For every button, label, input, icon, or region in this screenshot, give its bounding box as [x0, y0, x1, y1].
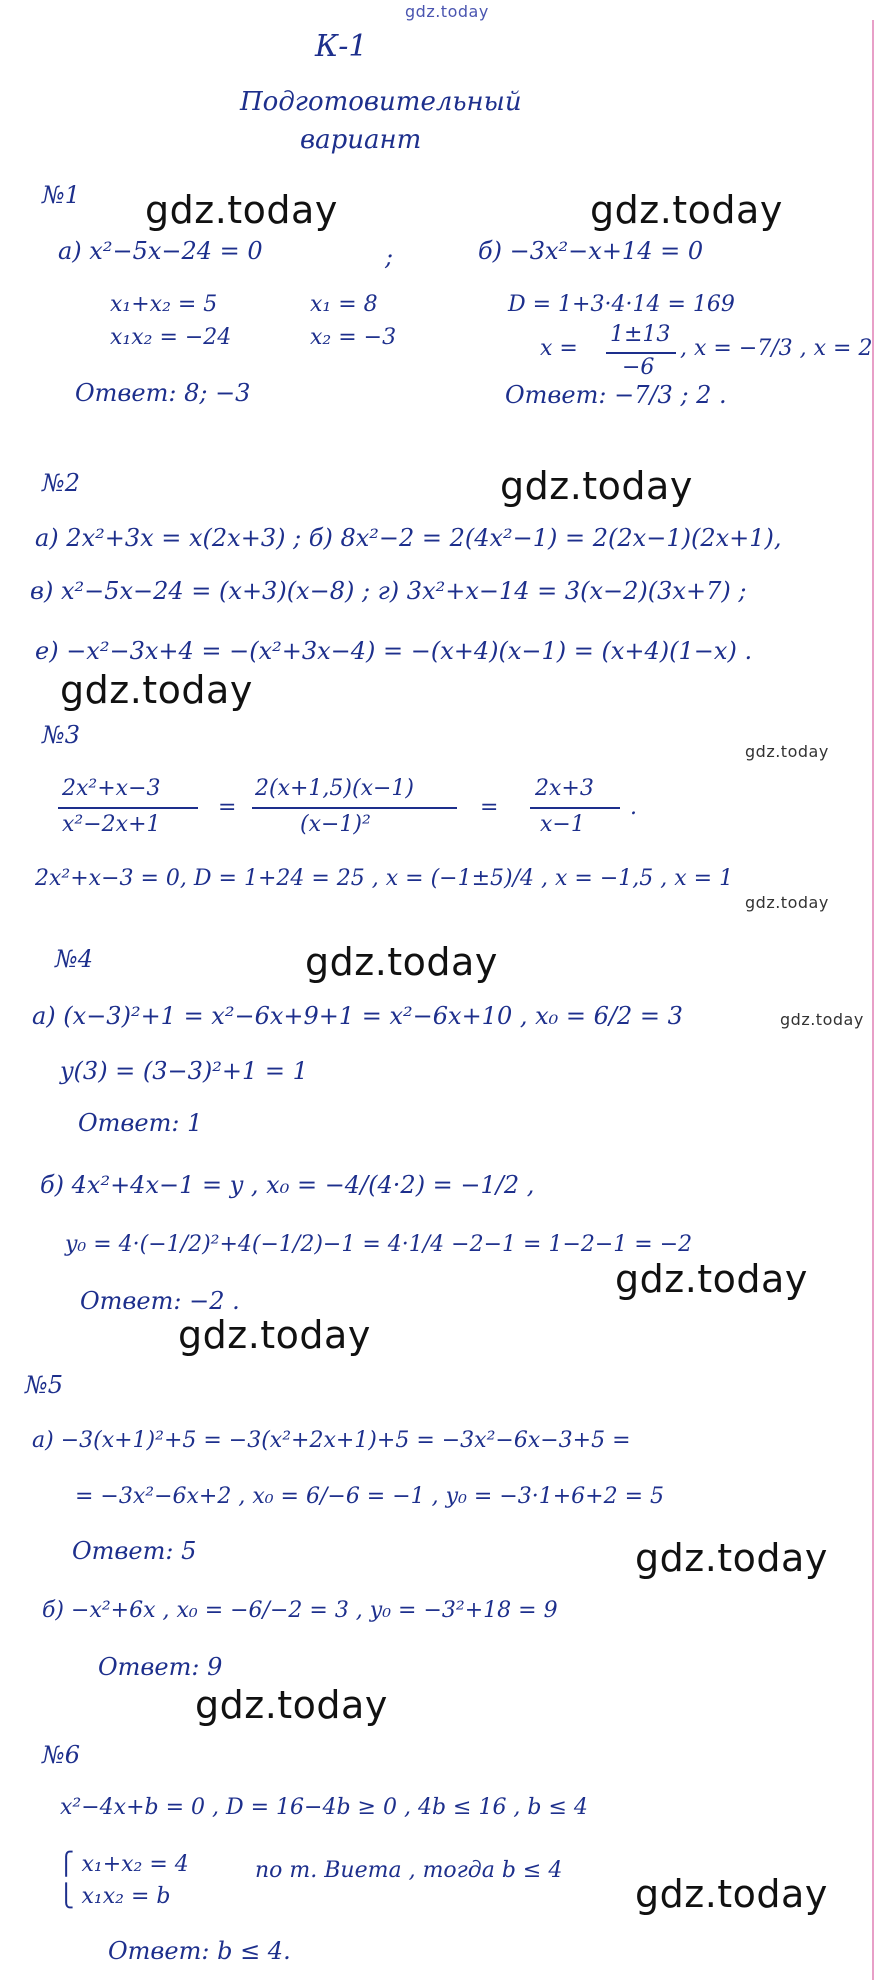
- task-2-line-3: е) −x²−3x+4 = −(x²+3x−4) = −(x+4)(x−1) = (x+4)(1−x) .: [35, 637, 753, 665]
- task-3-fraction-1-numerator: 2x²+x−3: [62, 776, 161, 801]
- task-1b-numerator: 1±13: [610, 322, 671, 347]
- task-1b-denominator: −6: [622, 355, 655, 380]
- task-5b-answer: Ответ: 9: [98, 1653, 223, 1681]
- task-5a-line-2: = −3x²−6x+2 , x₀ = 6/−6 = −1 , y₀ = −3·1+6+2 = 5: [75, 1484, 665, 1509]
- task-1b-discriminant: D = 1+3·4·14 = 169: [508, 292, 735, 317]
- task-5-label: №5: [25, 1371, 63, 1399]
- task-6-label: №6: [42, 1741, 80, 1769]
- task-6-note: по т. Виета , тогда b ≤ 4: [255, 1858, 563, 1883]
- task-2-label: №2: [42, 469, 80, 497]
- watermark: gdz.today: [195, 1683, 388, 1727]
- watermark: gdz.today: [635, 1872, 828, 1916]
- fraction-bar: [58, 807, 198, 809]
- task-6-system-line-1: ⎧ x₁+x₂ = 4: [58, 1852, 189, 1877]
- site-watermark-top: gdz.today: [405, 2, 489, 21]
- task-5a-line-1: а) −3(x+1)²+5 = −3(x²+2x+1)+5 = −3x²−6x−3+5 =: [32, 1428, 631, 1453]
- task-3-label: №3: [42, 721, 80, 749]
- task-2-line-2: в) x²−5x−24 = (x+3)(x−8) ; г) 3x²+x−14 = 3(x−2)(3x+7) ;: [30, 577, 747, 605]
- task-3-fraction-3-numerator: 2x+3: [535, 776, 594, 801]
- fraction-bar: [252, 807, 457, 809]
- task-3-fraction-1-denominator: x²−2x+1: [62, 812, 161, 837]
- task-1a-vieta-sum: x₁+x₂ = 5: [110, 292, 218, 317]
- task-4a-value: y(3) = (3−3)²+1 = 1: [60, 1057, 308, 1085]
- watermark: gdz.today: [635, 1536, 828, 1580]
- task-1b-answer: Ответ: −7/3 ; 2 .: [505, 381, 727, 409]
- task-1a-equation: а) x²−5x−24 = 0: [58, 237, 263, 265]
- task-1a-root-2: x₂ = −3: [310, 325, 397, 350]
- watermark: gdz.today: [178, 1313, 371, 1357]
- page-title: К-1: [315, 29, 368, 64]
- margin-line: [872, 20, 874, 1980]
- fraction-bar: [606, 352, 676, 354]
- fraction-bar: [530, 807, 620, 809]
- task-1a-root-1: x₁ = 8: [310, 292, 378, 317]
- task-4a-line: а) (x−3)²+1 = x²−6x+9+1 = x²−6x+10 , x₀ = 6/2 = 3: [32, 1002, 683, 1030]
- task-6-answer: Ответ: b ≤ 4.: [108, 1937, 291, 1965]
- task-4b-value: y₀ = 4·(−1/2)²+4(−1/2)−1 = 4·1/4 −2−1 = 1−2−1 = −2: [65, 1232, 693, 1257]
- watermark-small: gdz.today: [745, 742, 829, 761]
- watermark: gdz.today: [500, 464, 693, 508]
- watermark: gdz.today: [145, 188, 338, 232]
- subtitle-line-1: Подготовительный: [240, 87, 522, 117]
- task-6-line-1: x²−4x+b = 0 , D = 16−4b ≥ 0 , 4b ≤ 16 , b ≤ 4: [60, 1795, 588, 1820]
- task-4-label: №4: [55, 945, 93, 973]
- watermark: gdz.today: [60, 668, 253, 712]
- watermark: gdz.today: [590, 188, 783, 232]
- equals-sign: =: [480, 795, 499, 820]
- task-5a-answer: Ответ: 5: [72, 1537, 197, 1565]
- task-6-system-line-2: ⎩ x₁x₂ = b: [58, 1884, 171, 1909]
- task-1-label: №1: [42, 181, 80, 209]
- task-1a-vieta-product: x₁x₂ = −24: [110, 325, 232, 350]
- task-2-line-1: а) 2x²+3x = x(2x+3) ; б) 8x²−2 = 2(4x²−1) = 2(2x−1)(2x+1),: [35, 524, 782, 552]
- watermark-small: gdz.today: [745, 893, 829, 912]
- task-3-fraction-2-numerator: 2(x+1,5)(x−1): [255, 776, 414, 801]
- task-1b-x: x =: [540, 336, 578, 361]
- task-3-fraction-3-denominator: x−1: [540, 812, 585, 837]
- subtitle-line-2: вариант: [300, 125, 422, 155]
- task-3-fraction-2-denominator: (x−1)²: [300, 812, 371, 837]
- watermark: gdz.today: [615, 1257, 808, 1301]
- watermark-small: gdz.today: [780, 1010, 864, 1029]
- task-4b-line: б) 4x²+4x−1 = y , x₀ = −4/(4·2) = −1/2 ,: [40, 1171, 535, 1199]
- task-1b-roots: , x = −7/3 , x = 2: [680, 336, 873, 361]
- task-4b-answer: Ответ: −2 .: [80, 1287, 240, 1315]
- task-3-line-2: 2x²+x−3 = 0, D = 1+24 = 25 , x = (−1±5)/4 , x = −1,5 , x = 1: [35, 866, 734, 891]
- task-4a-answer: Ответ: 1: [78, 1109, 203, 1137]
- task-5b-line: б) −x²+6x , x₀ = −6/−2 = 3 , y₀ = −3²+18 = 9: [42, 1598, 558, 1623]
- task-1a-answer: Ответ: 8; −3: [75, 379, 251, 407]
- separator: ;: [385, 243, 394, 271]
- watermark: gdz.today: [305, 940, 498, 984]
- period: .: [630, 795, 637, 820]
- equals-sign: =: [218, 795, 237, 820]
- task-1b-equation: б) −3x²−x+14 = 0: [478, 237, 704, 265]
